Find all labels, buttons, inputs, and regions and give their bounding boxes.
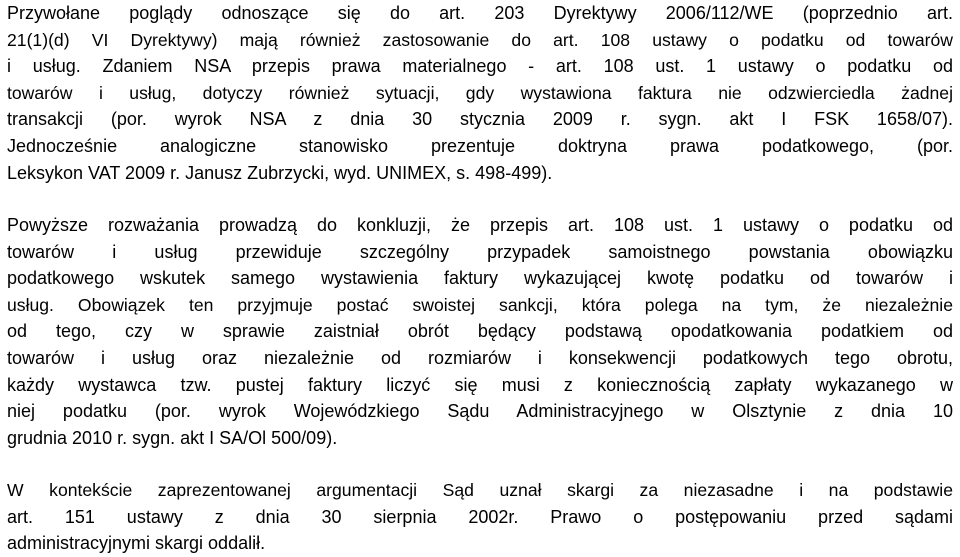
text-line: towarów i usług oraz niezależnie od rozmiarów i konsekwencji podatkowych tego obrotu, — [7, 347, 953, 368]
text-line: administracyjnymi skargi oddalił. — [7, 533, 266, 554]
text-line: towarów i usług przewiduje szczególny przypadek samoistnego powstania obowiązku — [7, 241, 953, 262]
text-line: Leksykon VAT 2009 r. Janusz Zubrzycki, wyd. UNIMEX, s. 498-499). — [7, 162, 553, 183]
text-line: art. 151 ustawy z dnia 30 sierpnia 2002r. Prawo o postępowaniu przed sądami — [7, 506, 953, 527]
text-line: 21(1)(d) VI Dyrektywy) mają również zastosowanie do art. 108 ustawy o podatku od towarów — [7, 29, 953, 50]
text-line: W kontekście zaprezentowanej argumentacji Sąd uznał skargi za niezasadne i na podstawie — [7, 480, 953, 500]
text-line: podatkowego wskutek samego wystawienia faktury wykazującej kwotę podatku od towarów i — [7, 268, 953, 289]
text-line: grudnia 2010 r. sygn. akt I SA/Ol 500/09). — [7, 427, 338, 448]
text-line: usług. Obowiązek ten przyjmuje postać swoistej sankcji, która polega na tym, że niezależnie — [7, 294, 953, 315]
paragraph-court-ruling — [7, 477, 953, 557]
text-line: Jednocześnie analogiczne stanowisko prezentuje doktryna prawa podatkowego, (por. — [7, 135, 953, 156]
text-line: każdy wystawca tzw. pustej faktury liczyć się musi z koniecznością zapłaty wykazanego w — [7, 374, 953, 395]
paragraph-cited-views — [7, 0, 953, 186]
text-line: Przywołane poglądy odnoszące się do art. 203 Dyrektywy 2006/112/WE (poprzednio art. — [7, 3, 953, 23]
text-line: i usług. Zdaniem NSA przepis prawa materialnego - art. 108 ust. 1 ustawy o podatku od — [7, 56, 953, 77]
text-line: Powyższe rozważania prowadzą do konkluzji, że przepis art. 108 ust. 1 ustawy o podatku od — [7, 215, 953, 235]
text-line: transakcji (por. wyrok NSA z dnia 30 stycznia 2009 r. sygn. akt I FSK 1658/07). — [7, 109, 953, 130]
paragraph-conclusion — [7, 212, 953, 451]
text-line: niej podatku (por. wyrok Wojewódzkiego Sądu Administracyjnego w Olsztynie z dnia 10 — [7, 401, 953, 422]
text-line: towarów i usług, dotyczy również sytuacji, gdy wystawiona faktura nie odzwierciedla żadnej — [7, 82, 953, 103]
text-line: od tego, czy w sprawie zaistniał obrót będący podstawą opodatkowania podatkiem od — [7, 321, 953, 342]
